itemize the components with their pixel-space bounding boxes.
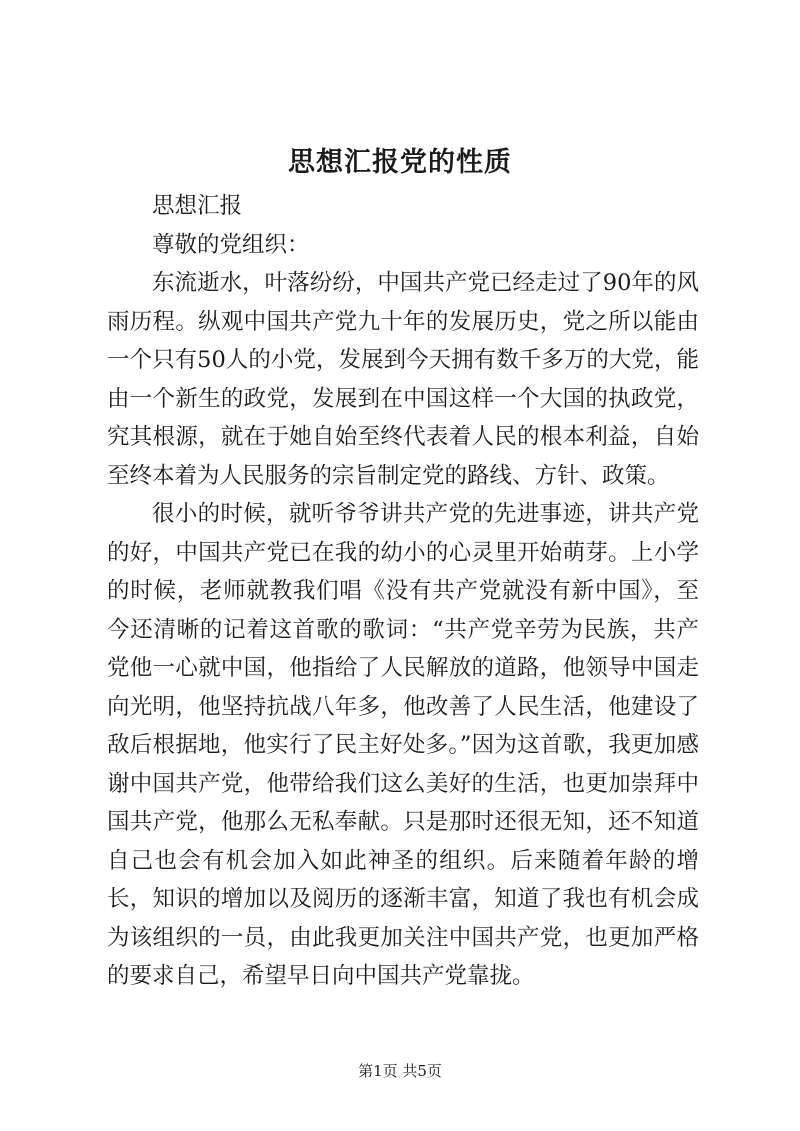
paragraph-heading: 思想汇报 xyxy=(152,193,243,219)
paragraph-salutation: 尊敬的党组织： xyxy=(152,231,310,258)
document-body xyxy=(107,187,699,996)
document-title: 思想汇报党的性质 xyxy=(288,147,512,178)
paragraph-intro: 东流逝水，叶落纷纷，中国共产党已经走过了90年的风雨历程。纵观中国共产党九十年的发展历史，党之所以能由一个只有50人的小党，发展到今天拥有数千多万的大党，能由一个新生的政党，发展到在中国这样一个大国的执政党，究其根源，就在于她自始至终代表着人民的根本利益，自始至终本着为人民服务的宗旨制定党的路线、方针、政策。 xyxy=(107,270,699,489)
page-footer: 第1页 共5页 xyxy=(358,1062,442,1080)
paragraph-memory: 很小的时候，就听爷爷讲共产党的先进事迹，讲共产党的好，中国共产党已在我的幼小的心灵里开始萌芽。上小学的时候，老师就教我们唱《没有共产党就没有新中国》，至今还清晰的记着这首歌的歌词：“共产党辛劳为民族，共产党他一心就中国，他指给了人民解放的道路，他领导中国走向光明，他坚持抗战八年多，他改善了人民生活，他建设了敌后根据地，他实行了民主好处多。”因为这首歌，我更加感谢中国共产党，他带给我们这么美好的生活，也更加崇拜中国共产党，他那么无私奉献。只是那时还很无知，还不知道自己也会有机会加入如此神圣的组织。后来随着年龄的增长，知识的增加以及阅历的逐渐丰富，知道了我也有机会成为该组织的一员，由此我更加关注中国共产党，也更加严格的要求自己，希望早日向中国共产党靠拢。 xyxy=(107,501,699,989)
